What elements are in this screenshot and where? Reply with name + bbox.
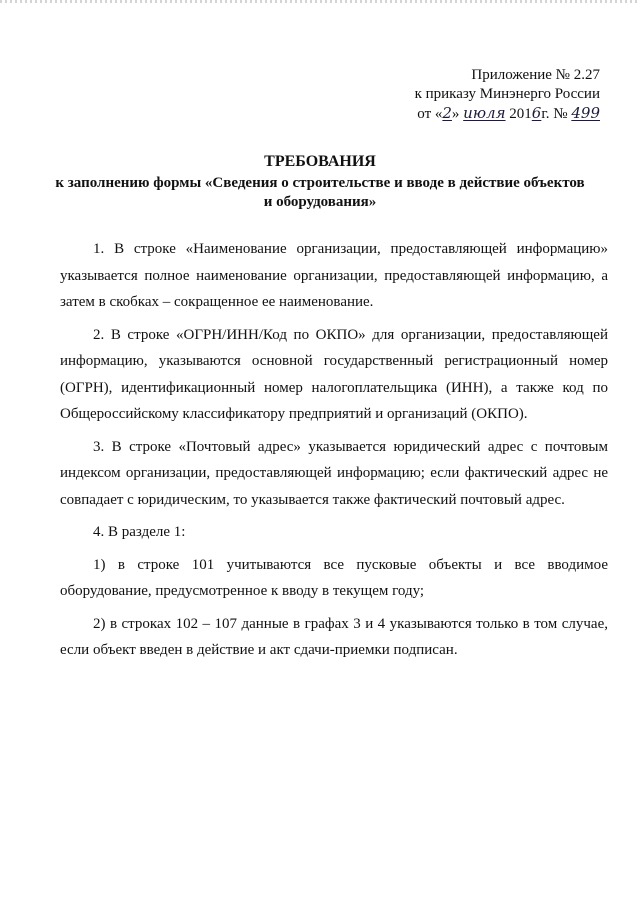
year-prefix: 201 xyxy=(505,106,532,122)
order-reference: к приказу Минэнерго России xyxy=(414,86,600,102)
title-main: ТРЕБОВАНИЯ xyxy=(264,153,376,170)
appendix-number: Приложение № 2.27 xyxy=(471,67,600,83)
handwritten-year-digit: 6 xyxy=(531,104,542,122)
scan-edge-artifact xyxy=(0,0,640,3)
requirements-body xyxy=(60,236,608,670)
order-date-line xyxy=(330,104,600,124)
paragraph-4-item-2: 2) в строках 102 – 107 данные в графах 3 и 4 указываются только в том случае, если объект введен в действие и акт сдачи-приемки подписан. xyxy=(60,615,608,658)
document-title xyxy=(40,152,600,212)
title-subtitle: к заполнению формы «Сведения о строительстве и вводе в действие объектов и оборудования» xyxy=(55,175,585,210)
paragraph-4: 4. В разделе 1: xyxy=(93,524,186,540)
handwritten-month: июля xyxy=(463,104,506,122)
date-mid: » xyxy=(451,106,464,122)
appendix-header xyxy=(330,66,600,124)
date-prefix: от « xyxy=(417,106,443,122)
paragraph-4-item-1: 1) в строке 101 учитываются все пусковые объекты и все вводимое оборудование, предусмотренное к вводу в текущем году; xyxy=(60,556,608,599)
handwritten-day: 2 xyxy=(442,104,452,122)
paragraph-3: 3. В строке «Почтовый адрес» указывается юридический адрес с почтовым индексом организации, предоставляющей информацию; если фактический адрес не совпадает с юридическим, то указывается также фактический почтовый адрес. xyxy=(60,438,608,508)
number-prefix: г. № xyxy=(541,106,572,122)
paragraph-2: 2. В строке «ОГРН/ИНН/Код по ОКПО» для организации, предоставляющей информацию, указываются основной государственный регистрационный номер (ОГРН), идентификационный номер налогоплательщика (ИНН), а также код по Общероссийскому классификатору предприятий и организаций (ОКПО). xyxy=(60,326,608,422)
paragraph-1: 1. В строке «Наименование организации, предоставляющей информацию» указывается полное наименование организации, предоставляющей информацию, а затем в скобках – сокращенное ее наименование. xyxy=(60,241,608,310)
handwritten-order-number: 499 xyxy=(571,104,600,122)
